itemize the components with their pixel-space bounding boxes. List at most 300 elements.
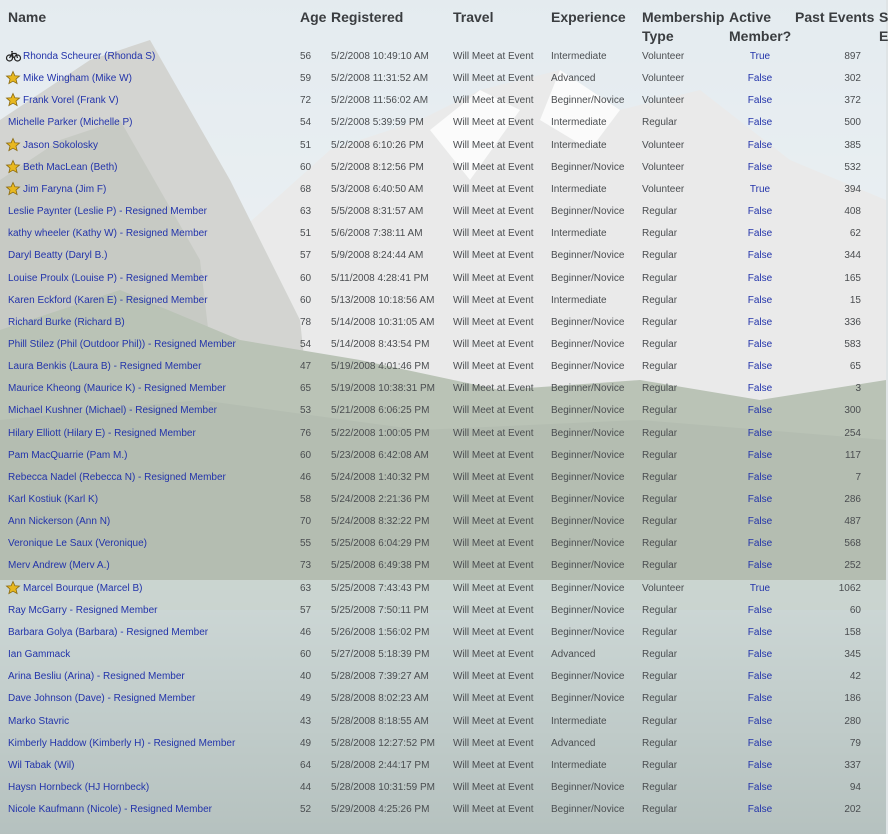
cell-type: Regular (642, 273, 678, 284)
cell-travel: Will Meet at Event (453, 494, 534, 505)
cell-travel: Will Meet at Event (453, 228, 534, 239)
cell-past: 286 (844, 494, 861, 505)
cell-past: 280 (844, 716, 861, 727)
cell-registered: 5/5/2008 8:31:57 AM (331, 206, 424, 217)
cell-active[interactable]: False (747, 361, 773, 372)
cell-past: 408 (844, 206, 861, 217)
cell-registered: 5/28/2008 10:31:59 PM (331, 782, 435, 793)
cell-type: Regular (642, 472, 678, 483)
cell-registered: 5/14/2008 8:43:54 PM (331, 339, 430, 350)
cell-experience: Beginner/Novice (551, 273, 625, 284)
cell-active[interactable]: False (747, 117, 773, 128)
member-name-link[interactable]: Karl Kostiuk (Karl K) (8, 494, 99, 505)
cell-type: Regular (642, 716, 678, 727)
cell-experience: Beginner/Novice (551, 605, 625, 616)
member-name-link[interactable]: Richard Burke (Richard B) (8, 317, 125, 328)
cell-registered: 5/22/2008 1:00:05 PM (331, 428, 430, 439)
cell-registered: 5/14/2008 10:31:05 AM (331, 317, 435, 328)
cell-experience: Beginner/Novice (551, 560, 625, 571)
cell-active[interactable]: False (747, 162, 773, 173)
cell-active[interactable]: False (747, 627, 773, 638)
cell-active[interactable]: False (747, 95, 773, 106)
cell-experience: Beginner/Novice (551, 339, 625, 350)
member-name-link[interactable]: Beth MacLean (Beth) (23, 162, 118, 173)
cell-active[interactable]: False (747, 383, 773, 394)
cell-past: 372 (844, 95, 861, 106)
member-name-link[interactable]: Karen Eckford (Karen E) - Resigned Member (8, 295, 208, 306)
member-name-link[interactable]: Jim Faryna (Jim F) (23, 184, 107, 195)
cell-experience: Intermediate (551, 117, 607, 128)
cell-age: 46 (300, 627, 312, 638)
cell-travel: Will Meet at Event (453, 605, 534, 616)
cell-active[interactable]: False (747, 516, 773, 527)
cell-type: Regular (642, 560, 678, 571)
cell-registered: 5/19/2008 4:01:46 PM (331, 361, 430, 372)
member-name-link[interactable]: Rebecca Nadel (Rebecca N) - Resigned Member (8, 472, 226, 483)
cell-travel: Will Meet at Event (453, 273, 534, 284)
star-icon (6, 581, 20, 593)
cell-registered: 5/28/2008 8:02:23 AM (331, 693, 429, 704)
cell-registered: 5/2/2008 6:10:26 PM (331, 140, 424, 151)
cell-age: 57 (300, 605, 312, 616)
cell-registered: 5/28/2008 2:44:17 PM (331, 760, 430, 771)
cell-travel: Will Meet at Event (453, 450, 534, 461)
cell-type: Volunteer (642, 51, 685, 62)
cell-age: 40 (300, 671, 312, 682)
member-name-link[interactable]: Ian Gammack (8, 649, 71, 660)
cell-registered: 5/25/2008 6:04:29 PM (331, 538, 430, 549)
cell-type: Regular (642, 428, 678, 439)
cell-age: 49 (300, 738, 312, 749)
member-name-link[interactable]: Arina Besliu (Arina) - Resigned Member (8, 671, 185, 682)
member-name-link[interactable]: Daryl Beatty (Daryl B.) (8, 250, 108, 261)
cell-active[interactable]: False (747, 738, 773, 749)
cell-age: 52 (300, 804, 312, 815)
cell-age: 55 (300, 538, 312, 549)
cell-age: 73 (300, 560, 312, 571)
cell-travel: Will Meet at Event (453, 383, 534, 394)
cell-type: Regular (642, 295, 678, 306)
header-membership-type-line2: Type (642, 28, 674, 44)
header-travel[interactable]: Travel (453, 9, 494, 25)
cell-experience: Beginner/Novice (551, 494, 625, 505)
cell-registered: 5/24/2008 8:32:22 PM (331, 516, 430, 527)
cell-registered: 5/3/2008 6:40:50 AM (331, 184, 424, 195)
cell-travel: Will Meet at Event (453, 583, 534, 594)
cell-active[interactable]: False (747, 538, 773, 549)
cell-active[interactable]: False (747, 273, 773, 284)
cell-active[interactable]: False (747, 317, 773, 328)
member-name-link[interactable]: Rhonda Scheurer (Rhonda S) (23, 51, 156, 62)
cell-age: 59 (300, 73, 312, 84)
header-registered[interactable]: Registered (331, 9, 404, 25)
cell-past: 62 (849, 228, 861, 239)
cell-travel: Will Meet at Event (453, 405, 534, 416)
cell-age: 56 (300, 51, 312, 62)
cell-registered: 5/26/2008 1:56:02 PM (331, 627, 430, 638)
cell-registered: 5/2/2008 5:39:59 PM (331, 117, 424, 128)
cell-experience: Beginner/Novice (551, 804, 625, 815)
cell-type: Regular (642, 228, 678, 239)
cell-travel: Will Meet at Event (453, 472, 534, 483)
member-name-link[interactable]: Michael Kushner (Michael) - Resigned Member (8, 405, 217, 416)
cell-type: Volunteer (642, 73, 685, 84)
cell-active[interactable]: True (749, 583, 771, 594)
cell-registered: 5/28/2008 7:39:27 AM (331, 671, 429, 682)
cell-past: 15 (849, 295, 861, 306)
cell-travel: Will Meet at Event (453, 95, 534, 106)
cell-type: Regular (642, 250, 678, 261)
cell-past: 254 (844, 428, 861, 439)
cell-age: 43 (300, 716, 312, 727)
cell-age: 46 (300, 472, 312, 483)
cell-age: 57 (300, 250, 312, 261)
cell-experience: Beginner/Novice (551, 472, 625, 483)
cell-past: 385 (844, 140, 861, 151)
cell-travel: Will Meet at Event (453, 117, 534, 128)
cell-registered: 5/11/2008 4:28:41 PM (331, 273, 429, 284)
member-name-link[interactable]: Ray McGarry - Resigned Member (8, 605, 158, 616)
star-icon (6, 71, 20, 83)
member-name-link[interactable]: Hilary Elliott (Hilary E) - Resigned Member (8, 428, 196, 439)
header-experience[interactable]: Experience (551, 9, 626, 25)
cell-age: 63 (300, 583, 312, 594)
star-icon (6, 93, 20, 105)
cell-past: 79 (849, 738, 861, 749)
cell-past: 186 (844, 693, 861, 704)
cell-travel: Will Meet at Event (453, 693, 534, 704)
member-name-link[interactable]: Pam MacQuarrie (Pam M.) (8, 450, 128, 461)
cell-active[interactable]: False (747, 250, 773, 261)
cell-experience: Beginner/Novice (551, 206, 625, 217)
member-name-link[interactable]: Mike Wingham (Mike W) (23, 73, 132, 84)
cell-type: Regular (642, 627, 678, 638)
cell-age: 60 (300, 450, 312, 461)
cell-type: Regular (642, 782, 678, 793)
cell-travel: Will Meet at Event (453, 295, 534, 306)
cell-past: 583 (844, 339, 861, 350)
cell-age: 65 (300, 383, 312, 394)
cell-past: 165 (844, 273, 861, 284)
cell-past: 42 (849, 671, 861, 682)
member-name-link[interactable]: Marcel Bourque (Marcel B) (23, 583, 143, 594)
member-name-link[interactable]: Frank Vorel (Frank V) (23, 95, 119, 106)
cell-experience: Beginner/Novice (551, 671, 625, 682)
cell-past: 500 (844, 117, 861, 128)
cell-past: 344 (844, 250, 861, 261)
cell-type: Regular (642, 516, 678, 527)
cell-type: Volunteer (642, 184, 685, 195)
cell-registered: 5/2/2008 11:56:02 AM (331, 95, 429, 106)
cell-experience: Advanced (551, 738, 596, 749)
cell-travel: Will Meet at Event (453, 782, 534, 793)
member-name-link[interactable]: Jason Sokolosky (23, 140, 99, 151)
cell-past: 65 (849, 361, 861, 372)
cell-travel: Will Meet at Event (453, 560, 534, 571)
cell-travel: Will Meet at Event (453, 361, 534, 372)
cell-experience: Beginner/Novice (551, 450, 625, 461)
cell-registered: 5/28/2008 8:18:55 AM (331, 716, 429, 727)
cell-experience: Beginner/Novice (551, 516, 625, 527)
cell-active[interactable]: False (747, 693, 773, 704)
cell-experience: Beginner/Novice (551, 538, 625, 549)
cell-experience: Beginner/Novice (551, 361, 625, 372)
cell-travel: Will Meet at Event (453, 162, 534, 173)
cell-travel: Will Meet at Event (453, 738, 534, 749)
cell-past: 897 (844, 51, 861, 62)
cell-type: Regular (642, 605, 678, 616)
header-active-member[interactable] (729, 8, 791, 46)
cell-active[interactable]: False (747, 73, 773, 84)
cell-registered: 5/27/2008 5:18:39 PM (331, 649, 430, 660)
cell-experience: Beginner/Novice (551, 405, 625, 416)
cell-registered: 5/6/2008 7:38:11 AM (331, 228, 423, 239)
cell-past: 300 (844, 405, 861, 416)
cell-travel: Will Meet at Event (453, 671, 534, 682)
cell-travel: Will Meet at Event (453, 184, 534, 195)
member-name-link[interactable]: Phill Stilez (Phil (Outdoor Phil)) - Resigned Member (8, 339, 236, 350)
cell-past: 158 (844, 627, 861, 638)
cell-active[interactable]: False (747, 206, 773, 217)
cell-travel: Will Meet at Event (453, 51, 534, 62)
cell-age: 60 (300, 273, 312, 284)
cell-active[interactable]: False (747, 782, 773, 793)
member-name-link[interactable]: Wil Tabak (Wil) (8, 760, 75, 771)
cell-past: 60 (849, 605, 861, 616)
cell-type: Volunteer (642, 162, 685, 173)
member-name-link[interactable]: Louise Proulx (Louise P) - Resigned Member (8, 273, 208, 284)
cell-experience: Beginner/Novice (551, 627, 625, 638)
cell-experience: Intermediate (551, 295, 607, 306)
cell-experience: Advanced (551, 73, 596, 84)
cell-experience: Advanced (551, 649, 596, 660)
cell-registered: 5/21/2008 6:06:25 PM (331, 405, 430, 416)
cell-active[interactable]: False (747, 428, 773, 439)
cell-age: 60 (300, 295, 312, 306)
member-name-link[interactable]: Michelle Parker (Michelle P) (8, 117, 133, 128)
header-age[interactable]: Age (300, 9, 327, 25)
cell-type: Regular (642, 450, 678, 461)
cell-age: 78 (300, 317, 312, 328)
cell-type: Regular (642, 405, 678, 416)
cell-past: 487 (844, 516, 861, 527)
cell-type: Regular (642, 494, 678, 505)
cell-type: Regular (642, 738, 678, 749)
cell-experience: Intermediate (551, 51, 607, 62)
cell-active[interactable]: False (747, 671, 773, 682)
cell-type: Regular (642, 383, 678, 394)
member-name-link[interactable]: Veronique Le Saux (Veronique) (8, 538, 147, 549)
cell-travel: Will Meet at Event (453, 760, 534, 771)
cell-age: 54 (300, 117, 312, 128)
cell-active[interactable]: False (747, 494, 773, 505)
cell-experience: Intermediate (551, 716, 607, 727)
cell-travel: Will Meet at Event (453, 250, 534, 261)
cell-travel: Will Meet at Event (453, 804, 534, 815)
cell-experience: Intermediate (551, 140, 607, 151)
cell-past: 532 (844, 162, 861, 173)
cell-experience: Beginner/Novice (551, 95, 625, 106)
cell-registered: 5/2/2008 10:49:10 AM (331, 51, 429, 62)
cell-active[interactable]: False (747, 405, 773, 416)
cell-past: 337 (844, 760, 861, 771)
header-past-events[interactable]: Past Events (795, 9, 875, 25)
cell-type: Regular (642, 804, 678, 815)
cell-past: 7 (855, 472, 861, 483)
member-name-link[interactable]: Kimberly Haddow (Kimberly H) - Resigned Member (8, 738, 236, 749)
cell-registered: 5/25/2008 7:50:11 PM (331, 605, 429, 616)
cell-active[interactable]: True (749, 51, 771, 62)
header-active-line2: Member? (729, 28, 792, 44)
cell-type: Regular (642, 671, 678, 682)
header-cutoff-line1: S (879, 9, 888, 25)
cell-registered: 5/23/2008 6:42:08 AM (331, 450, 429, 461)
cell-type: Regular (642, 339, 678, 350)
cell-age: 53 (300, 405, 312, 416)
cell-travel: Will Meet at Event (453, 716, 534, 727)
cell-active[interactable]: False (747, 339, 773, 350)
cell-registered: 5/24/2008 1:40:32 PM (331, 472, 430, 483)
cell-registered: 5/29/2008 4:25:26 PM (331, 804, 430, 815)
cell-age: 60 (300, 162, 312, 173)
member-name-link[interactable]: Nicole Kaufmann (Nicole) - Resigned Member (8, 804, 212, 815)
header-membership-type-line1: Membership (642, 9, 725, 25)
cell-registered: 5/2/2008 8:12:56 PM (331, 162, 424, 173)
cell-active[interactable]: False (747, 140, 773, 151)
cell-experience: Beginner/Novice (551, 583, 625, 594)
header-name[interactable]: Name (8, 9, 47, 25)
member-name-link[interactable]: Leslie Paynter (Leslie P) - Resigned Member (8, 206, 207, 217)
cell-type: Regular (642, 317, 678, 328)
cell-travel: Will Meet at Event (453, 627, 534, 638)
member-name-link[interactable]: kathy wheeler (Kathy W) - Resigned Member (8, 228, 208, 239)
header-cutoff-column[interactable] (879, 8, 888, 46)
cell-age: 76 (300, 428, 312, 439)
cell-past: 336 (844, 317, 861, 328)
star-icon (6, 138, 20, 150)
cell-travel: Will Meet at Event (453, 339, 534, 350)
cell-active[interactable]: False (747, 649, 773, 660)
cell-travel: Will Meet at Event (453, 538, 534, 549)
cell-age: 64 (300, 760, 312, 771)
cell-active[interactable]: False (747, 804, 773, 815)
cell-experience: Beginner/Novice (551, 250, 625, 261)
member-name-link[interactable]: Marko Stavric (8, 716, 70, 727)
cell-type: Volunteer (642, 95, 685, 106)
cell-past: 568 (844, 538, 861, 549)
star-icon (6, 160, 20, 172)
cell-experience: Intermediate (551, 184, 607, 195)
cell-age: 51 (300, 140, 312, 151)
cell-age: 68 (300, 184, 312, 195)
member-name-link[interactable]: Ann Nickerson (Ann N) (8, 516, 111, 527)
cell-age: 47 (300, 361, 312, 372)
cell-type: Regular (642, 206, 678, 217)
cell-experience: Beginner/Novice (551, 693, 625, 704)
cell-experience: Intermediate (551, 760, 607, 771)
cell-experience: Beginner/Novice (551, 782, 625, 793)
cell-active[interactable]: False (747, 760, 773, 771)
cell-experience: Beginner/Novice (551, 162, 625, 173)
bicycle-icon (6, 49, 20, 61)
cell-travel: Will Meet at Event (453, 428, 534, 439)
cell-past: 394 (844, 184, 861, 195)
cell-registered: 5/9/2008 8:24:44 AM (331, 250, 424, 261)
cell-active[interactable]: False (747, 560, 773, 571)
cell-active[interactable]: False (747, 295, 773, 306)
cell-experience: Intermediate (551, 228, 607, 239)
cell-active[interactable]: False (747, 228, 773, 239)
cell-past: 302 (844, 73, 861, 84)
cell-age: 70 (300, 516, 312, 527)
header-membership-type[interactable] (642, 8, 724, 46)
cell-active[interactable]: False (747, 472, 773, 483)
cell-registered: 5/25/2008 7:43:43 PM (331, 583, 430, 594)
cell-type: Regular (642, 538, 678, 549)
member-name-link[interactable]: Barbara Golya (Barbara) - Resigned Member (8, 627, 209, 638)
cell-active[interactable]: False (747, 450, 773, 461)
cell-travel: Will Meet at Event (453, 317, 534, 328)
header-active-line1: Active (729, 9, 772, 25)
cell-registered: 5/19/2008 10:38:31 PM (331, 383, 435, 394)
cell-age: 54 (300, 339, 312, 350)
cell-age: 60 (300, 649, 312, 660)
cell-travel: Will Meet at Event (453, 140, 534, 151)
cell-active[interactable]: False (747, 716, 773, 727)
cell-age: 49 (300, 693, 312, 704)
cell-type: Regular (642, 760, 678, 771)
cell-age: 44 (300, 782, 312, 793)
cell-travel: Will Meet at Event (453, 649, 534, 660)
cell-past: 117 (845, 450, 861, 461)
cell-age: 51 (300, 228, 312, 239)
cell-experience: Beginner/Novice (551, 317, 625, 328)
cell-travel: Will Meet at Event (453, 206, 534, 217)
cell-type: Volunteer (642, 140, 685, 151)
cell-past: 1062 (838, 583, 861, 594)
cell-past: 94 (849, 782, 861, 793)
cell-past: 202 (844, 804, 861, 815)
cell-age: 63 (300, 206, 312, 217)
star-icon (6, 182, 20, 194)
cell-age: 72 (300, 95, 312, 106)
cell-registered: 5/25/2008 6:49:38 PM (331, 560, 430, 571)
member-name-link[interactable]: Haysn Hornbeck (HJ Hornbeck) (8, 782, 150, 793)
cell-registered: 5/24/2008 2:21:36 PM (331, 494, 430, 505)
member-name-link[interactable]: Dave Johnson (Dave) - Resigned Member (8, 693, 196, 704)
cell-past: 345 (844, 649, 861, 660)
member-name-link[interactable]: Laura Benkis (Laura B) - Resigned Member (8, 361, 202, 372)
member-name-link[interactable]: Maurice Kheong (Maurice K) - Resigned Member (8, 383, 226, 394)
cell-type: Regular (642, 361, 678, 372)
member-name-link[interactable]: Merv Andrew (Merv A.) (8, 560, 110, 571)
cell-registered: 5/2/2008 11:31:52 AM (331, 73, 429, 84)
cell-experience: Beginner/Novice (551, 383, 625, 394)
cell-past: 3 (855, 383, 861, 394)
cell-type: Volunteer (642, 583, 685, 594)
cell-travel: Will Meet at Event (453, 516, 534, 527)
cell-age: 58 (300, 494, 312, 505)
cell-experience: Beginner/Novice (551, 428, 625, 439)
header-cutoff-line2: E (879, 28, 888, 44)
cell-travel: Will Meet at Event (453, 73, 534, 84)
cell-active[interactable]: True (749, 184, 771, 195)
cell-type: Regular (642, 649, 678, 660)
cell-registered: 5/13/2008 10:18:56 AM (331, 295, 435, 306)
cell-registered: 5/28/2008 12:27:52 PM (331, 738, 435, 749)
cell-type: Regular (642, 117, 678, 128)
cell-active[interactable]: False (747, 605, 773, 616)
